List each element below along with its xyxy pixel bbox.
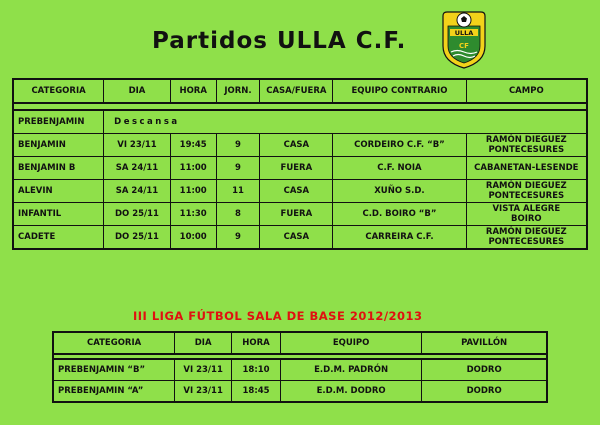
cell-hora: 11:30 bbox=[170, 203, 216, 226]
cell-equipo: E.D.M. DODRO bbox=[280, 381, 421, 403]
header-dia: DIA bbox=[175, 332, 232, 354]
campo-line-2: PONTECESURES bbox=[488, 145, 565, 155]
header-pavillon: PAVILLÓN bbox=[422, 332, 547, 354]
cell-dia: VI 23/11 bbox=[175, 381, 232, 403]
cell-jorn: 11 bbox=[216, 180, 260, 203]
cell-jorn: 9 bbox=[216, 134, 260, 157]
cell-dia: DO 25/11 bbox=[104, 203, 171, 226]
cell-descansa: Descansa bbox=[104, 110, 587, 134]
cell-equipo: CORDEIRO C.F. “B” bbox=[333, 134, 466, 157]
cell-hora: 18:45 bbox=[232, 381, 281, 403]
cell-casa-fuera: CASA bbox=[260, 226, 333, 250]
campo-line-1: VISTA ALEGRE bbox=[492, 203, 561, 214]
campo-line-1: RAMÓN DIEGUEZ bbox=[485, 180, 567, 191]
table-row bbox=[53, 359, 547, 381]
cell-categoria: PREBENJAMIN “A” bbox=[53, 381, 175, 403]
campo-line-2: BOIRO bbox=[510, 214, 542, 224]
header-hora: HORA bbox=[232, 332, 281, 354]
cell-dia: VI 23/11 bbox=[104, 134, 171, 157]
campo-line-1: RAMÓN DIEGUEZ bbox=[485, 226, 567, 237]
cell-dia: SA 24/11 bbox=[104, 157, 171, 180]
cell-hora: 11:00 bbox=[170, 157, 216, 180]
cell-jorn: 9 bbox=[216, 226, 260, 250]
header-categoria: CATEGORIA bbox=[13, 79, 104, 103]
cell-pavillon: DODRO bbox=[422, 359, 547, 381]
cell-equipo: XUÑO S.D. bbox=[333, 180, 466, 203]
cell-categoria: PREBENJAMIN “B” bbox=[53, 359, 175, 381]
cell-campo bbox=[466, 203, 587, 226]
cell-dia: VI 23/11 bbox=[175, 359, 232, 381]
cell-pavillon: DODRO bbox=[422, 381, 547, 403]
table-row bbox=[53, 381, 547, 403]
table-row bbox=[13, 203, 587, 226]
header-casa-fuera: CASA/FUERA bbox=[260, 79, 333, 103]
cell-categoria: BENJAMIN bbox=[13, 134, 104, 157]
header-equipo-contrario: EQUIPO CONTRARIO bbox=[333, 79, 466, 103]
header-hora: HORA bbox=[170, 79, 216, 103]
cell-jorn: 9 bbox=[216, 157, 260, 180]
cell-hora: 18:10 bbox=[232, 359, 281, 381]
campo-line-2: PONTECESURES bbox=[488, 191, 565, 201]
header-equipo: EQUIPO bbox=[280, 332, 421, 354]
crest-text: ULLA bbox=[454, 29, 474, 37]
table-row bbox=[13, 110, 587, 134]
table-row bbox=[13, 134, 587, 157]
cell-casa-fuera: CASA bbox=[260, 134, 333, 157]
cell-casa-fuera: CASA bbox=[260, 180, 333, 203]
cell-categoria: PREBENJAMIN bbox=[13, 110, 104, 134]
header-jorn: JORN. bbox=[216, 79, 260, 103]
header-dia: DIA bbox=[104, 79, 171, 103]
cell-equipo: C.F. NOIA bbox=[333, 157, 466, 180]
section-subtitle: III LIGA FÚTBOL SALA DE BASE 2012/2013 bbox=[133, 309, 423, 323]
futsal-table bbox=[52, 331, 548, 403]
cell-categoria: BENJAMIN B bbox=[13, 157, 104, 180]
cell-jorn: 8 bbox=[216, 203, 260, 226]
cell-equipo: CARREIRA C.F. bbox=[333, 226, 466, 250]
cell-hora: 11:00 bbox=[170, 180, 216, 203]
cell-equipo: C.D. BOIRO “B” bbox=[333, 203, 466, 226]
header-categoria: CATEGORIA bbox=[53, 332, 175, 354]
cell-campo: CABANETAN-LESENDE bbox=[466, 157, 587, 180]
campo-line-2: PONTECESURES bbox=[488, 237, 565, 247]
table-row bbox=[13, 157, 587, 180]
cell-categoria: ALEVIN bbox=[13, 180, 104, 203]
cell-dia: SA 24/11 bbox=[104, 180, 171, 203]
table-row bbox=[13, 180, 587, 203]
header-campo: CAMPO bbox=[466, 79, 587, 103]
cell-hora: 19:45 bbox=[170, 134, 216, 157]
cell-equipo: E.D.M. PADRÓN bbox=[280, 359, 421, 381]
crest-letters: CF bbox=[459, 42, 469, 50]
cell-campo bbox=[466, 226, 587, 250]
cell-categoria: INFANTIL bbox=[13, 203, 104, 226]
page-title: Partidos ULLA C.F. bbox=[152, 28, 407, 54]
cell-categoria: CADETE bbox=[13, 226, 104, 250]
cell-casa-fuera: FUERA bbox=[260, 203, 333, 226]
cell-dia: DO 25/11 bbox=[104, 226, 171, 250]
table-row bbox=[13, 226, 587, 250]
cell-campo bbox=[466, 134, 587, 157]
matches-table bbox=[12, 78, 588, 250]
club-crest-icon bbox=[439, 8, 489, 70]
campo-line-1: RAMÓN DIEGUEZ bbox=[485, 134, 567, 145]
cell-hora: 10:00 bbox=[170, 226, 216, 250]
table-header-row bbox=[13, 79, 587, 103]
table-header-row bbox=[53, 332, 547, 354]
cell-campo bbox=[466, 180, 587, 203]
cell-casa-fuera: FUERA bbox=[260, 157, 333, 180]
